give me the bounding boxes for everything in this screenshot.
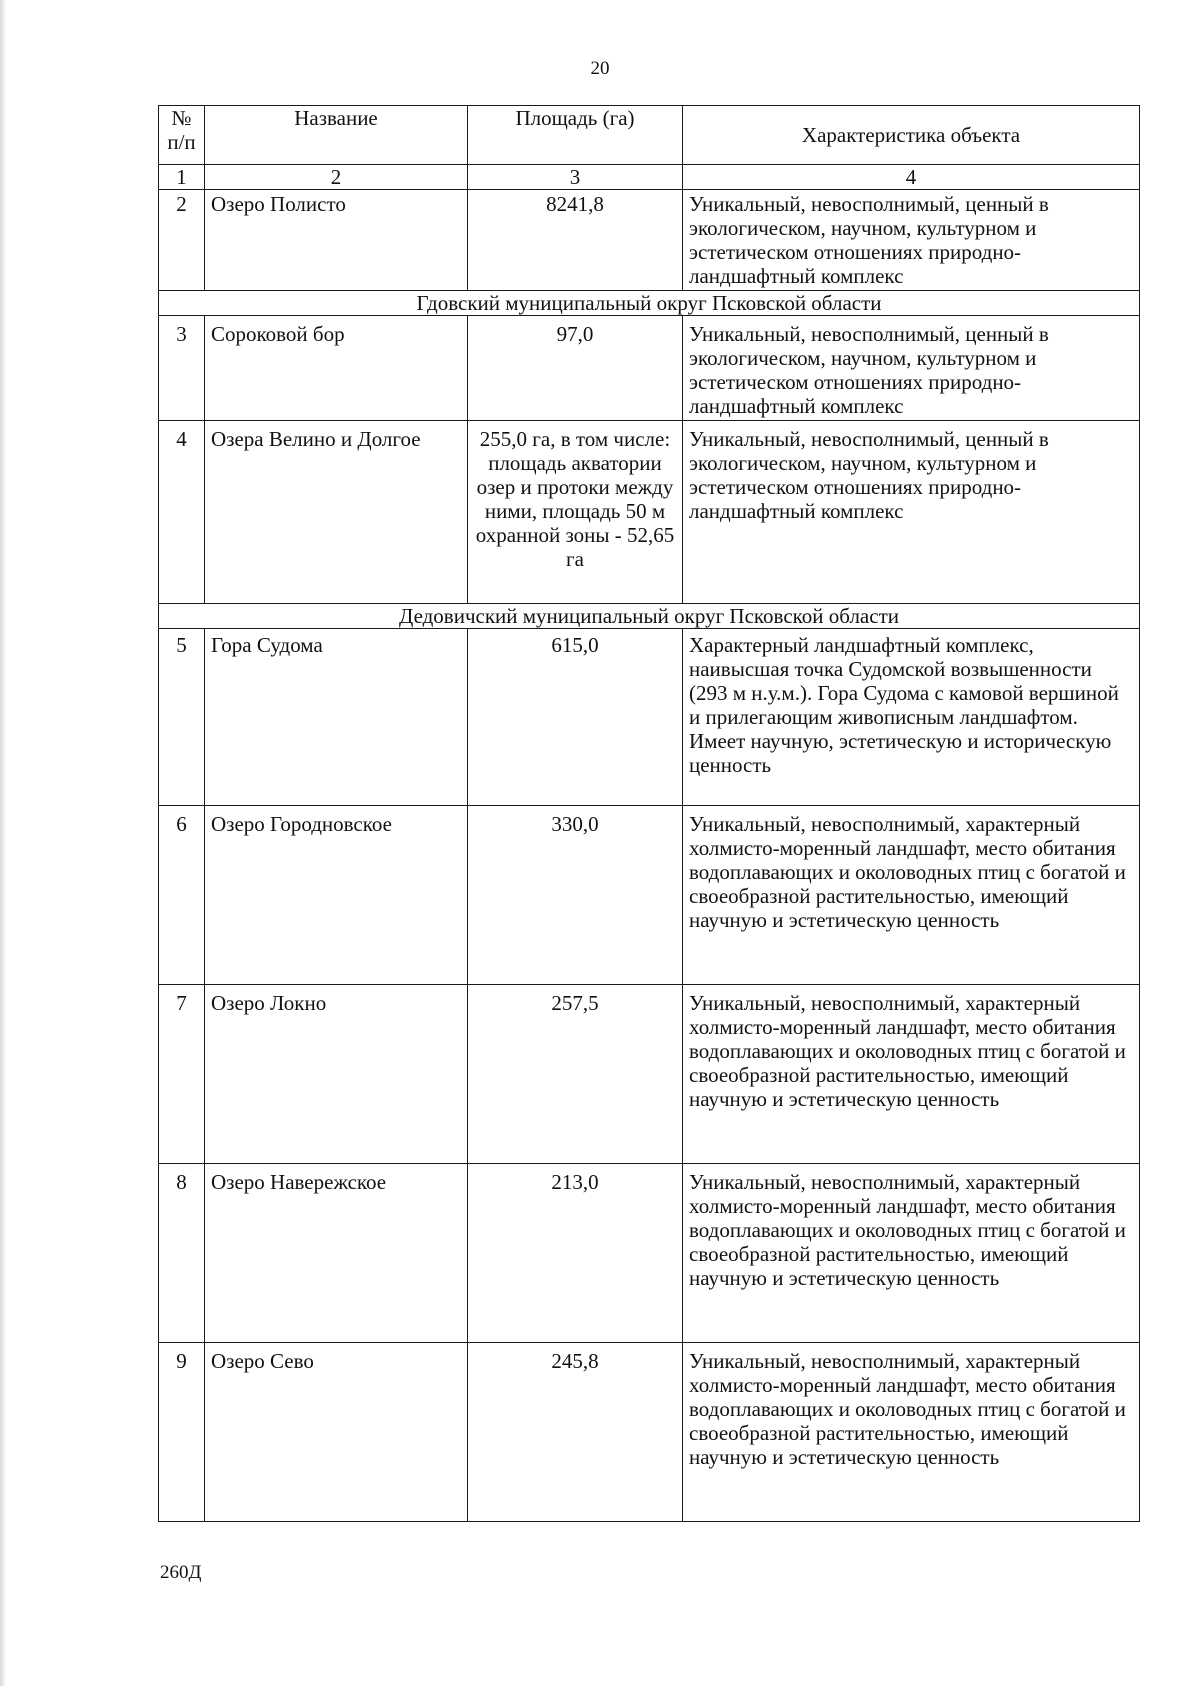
header-name: Название xyxy=(205,106,468,165)
row-area: 213,0 xyxy=(468,1164,683,1343)
row-area: 245,8 xyxy=(468,1343,683,1522)
row-number: 8 xyxy=(159,1164,205,1343)
table-row xyxy=(159,421,1140,604)
row-name: Гора Судома xyxy=(205,629,468,806)
row-description: Уникальный, невосполнимый, характерный холмисто-моренный ландшафт, место обитания водоплавающих и околоводных птиц с богатой и своеобразной растительностью, имеющий научную и эстетическую ценность xyxy=(683,1343,1140,1522)
row-name: Озеро Локно xyxy=(205,985,468,1164)
table-row xyxy=(159,1164,1140,1343)
document-code: 260Д xyxy=(160,1562,202,1583)
row-name: Озеро Навережское xyxy=(205,1164,468,1343)
header-description: Характеристика объекта xyxy=(683,106,1140,165)
row-number: 7 xyxy=(159,985,205,1164)
column-number: 4 xyxy=(683,165,1140,190)
district-row xyxy=(159,291,1140,316)
row-description: Уникальный, невосполнимый, ценный в экологическом, научном, культурном и эстетическом отношениях природно-ландшафтный комплекс xyxy=(683,316,1140,421)
table-row xyxy=(159,806,1140,985)
table-row xyxy=(159,316,1140,421)
scan-edge-shadow xyxy=(0,0,6,1686)
row-name: Озеро Городновское xyxy=(205,806,468,985)
row-name: Озеро Полисто xyxy=(205,190,468,291)
row-name: Сороковой бор xyxy=(205,316,468,421)
row-area: 257,5 xyxy=(468,985,683,1164)
district-title: Дедовичский муниципальный округ Псковской области xyxy=(159,604,1140,629)
row-description: Уникальный, невосполнимый, характерный холмисто-моренный ландшафт, место обитания водоплавающих и околоводных птиц с богатой и своеобразной растительностью, имеющий научную и эстетическую ценность xyxy=(683,1164,1140,1343)
row-number: 4 xyxy=(159,421,205,604)
row-area: 255,0 га, в том числе: площадь акватории озер и протоки между ними, площадь 50 м охранной зоны - 52,65 га xyxy=(468,421,683,604)
row-number: 9 xyxy=(159,1343,205,1522)
column-number: 3 xyxy=(468,165,683,190)
row-description: Уникальный, невосполнимый, характерный холмисто-моренный ландшафт, место обитания водоплавающих и околоводных птиц с богатой и своеобразной растительностью, имеющий научную и эстетическую ценность xyxy=(683,985,1140,1164)
column-number: 2 xyxy=(205,165,468,190)
district-row xyxy=(159,604,1140,629)
table-header-row xyxy=(159,106,1140,165)
row-number: 2 xyxy=(159,190,205,291)
header-number-line2: п/п xyxy=(167,130,196,154)
header-number-line1: № xyxy=(171,106,192,130)
row-description: Характерный ландшафтный комплекс, наивысшая точка Судомской возвышенности (293 м н.у.м.). Гора Судома с камовой вершиной и прилегающим живописным ландшафтом. Имеет научную, эстетическую и историческую ценность xyxy=(683,629,1140,806)
table-row xyxy=(159,1343,1140,1522)
row-description: Уникальный, невосполнимый, характерный холмисто-моренный ландшафт, место обитания водоплавающих и околоводных птиц с богатой и своеобразной растительностью, имеющий научную и эстетическую ценность xyxy=(683,806,1140,985)
table-row xyxy=(159,629,1140,806)
row-description: Уникальный, невосполнимый, ценный в экологическом, научном, культурном и эстетическом отношениях природно-ландшафтный комплекс xyxy=(683,421,1140,604)
row-number: 5 xyxy=(159,629,205,806)
row-area: 97,0 xyxy=(468,316,683,421)
table-row xyxy=(159,190,1140,291)
row-description: Уникальный, невосполнимый, ценный в экологическом, научном, культурном и эстетическом отношениях природно-ландшафтный комплекс xyxy=(683,190,1140,291)
header-area: Площадь (га) xyxy=(468,106,683,165)
page-number: 20 xyxy=(590,58,610,79)
row-number: 6 xyxy=(159,806,205,985)
row-number: 3 xyxy=(159,316,205,421)
header-number xyxy=(159,106,205,165)
column-number: 1 xyxy=(159,165,205,190)
district-title: Гдовский муниципальный округ Псковской области xyxy=(159,291,1140,316)
column-number-row xyxy=(159,165,1140,190)
protected-areas-table xyxy=(158,105,1140,1522)
table-row xyxy=(159,985,1140,1164)
row-name: Озера Велино и Долгое xyxy=(205,421,468,604)
row-area: 8241,8 xyxy=(468,190,683,291)
row-area: 615,0 xyxy=(468,629,683,806)
row-area: 330,0 xyxy=(468,806,683,985)
row-name: Озеро Сево xyxy=(205,1343,468,1522)
